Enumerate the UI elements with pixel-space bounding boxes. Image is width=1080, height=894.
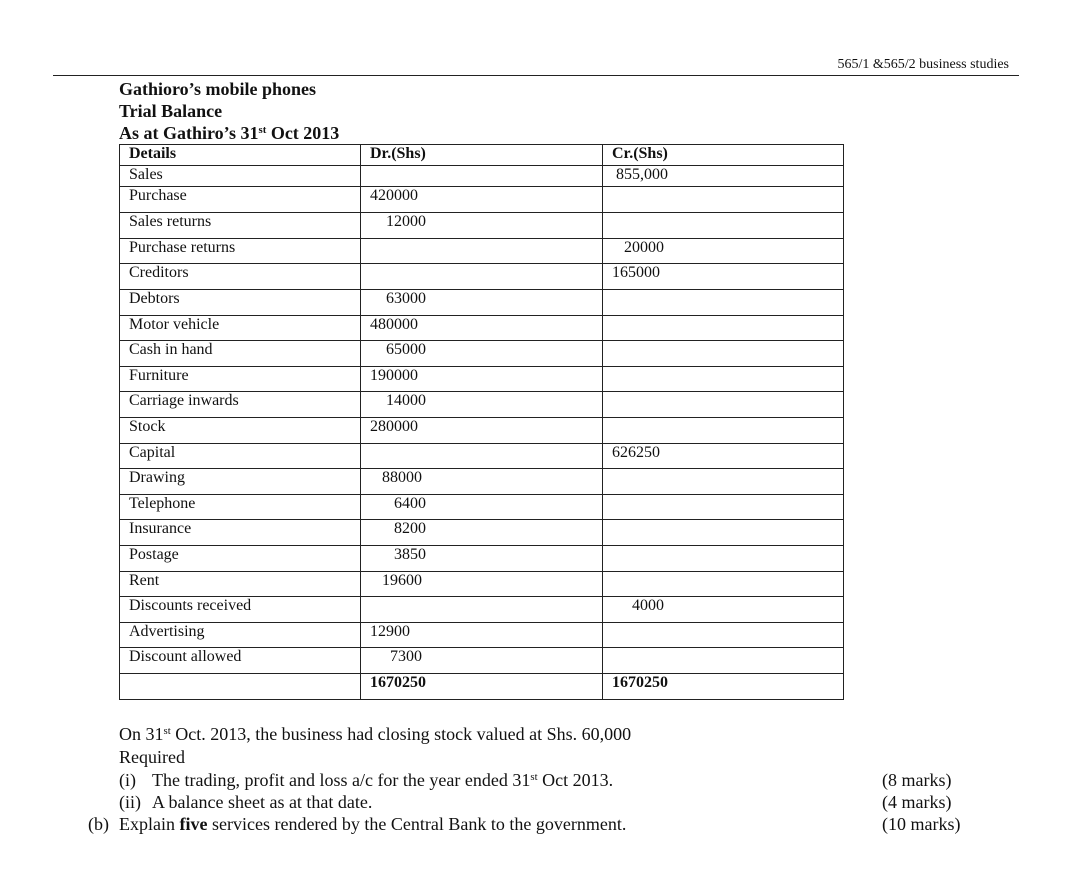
table-row: [120, 187, 844, 213]
cell-dr: 63000: [361, 290, 603, 316]
table-row: [120, 264, 844, 290]
cell-cr: [603, 648, 844, 674]
total-dr: 1670250: [361, 674, 603, 700]
cell-dr: [361, 239, 603, 264]
cell-dr: 14000: [361, 392, 603, 418]
cell-cr: [603, 495, 844, 520]
cell-dr: [361, 264, 603, 290]
table-row: [120, 341, 844, 367]
page-header: 565/1 &565/2 business studies: [837, 57, 1009, 72]
cell-details: Telephone: [120, 495, 361, 520]
table-header-row: [120, 145, 844, 166]
cell-cr: [603, 623, 844, 648]
cell-cr: 855,000: [603, 166, 844, 187]
question-ii-marks: (4 marks): [882, 792, 952, 812]
cell-details: Sales: [120, 166, 361, 187]
cell-dr: 480000: [361, 316, 603, 341]
cell-cr: [603, 316, 844, 341]
cell-cr: 626250: [603, 444, 844, 469]
cell-cr: [603, 418, 844, 444]
cell-details: Furniture: [120, 367, 361, 392]
total-cr: 1670250: [603, 674, 844, 700]
cell-cr: [603, 392, 844, 418]
header-rule: [53, 75, 1019, 76]
table-row: [120, 418, 844, 444]
cell-details: Motor vehicle: [120, 316, 361, 341]
cell-cr: [603, 341, 844, 367]
business-name: Gathioro’s mobile phones: [119, 79, 317, 99]
cell-cr: [603, 572, 844, 597]
table-row: [120, 239, 844, 264]
statement-title: Trial Balance: [119, 101, 223, 121]
table-row: [120, 316, 844, 341]
table-row: [120, 290, 844, 316]
cell-dr: 420000: [361, 187, 603, 213]
cell-cr: 165000: [603, 264, 844, 290]
table-row: [120, 546, 844, 572]
cell-details: Postage: [120, 546, 361, 572]
cell-dr: 65000: [361, 341, 603, 367]
cell-dr: 190000: [361, 367, 603, 392]
cell-cr: [603, 367, 844, 392]
question-i-marks: (8 marks): [882, 770, 952, 790]
cell-details: Discount allowed: [120, 648, 361, 674]
totals-row: [120, 674, 844, 700]
trial-balance-table: [119, 144, 844, 700]
question-b-marks: (10 marks): [882, 814, 961, 834]
cell-details: Creditors: [120, 264, 361, 290]
cell-details: Cash in hand: [120, 341, 361, 367]
table-row: [120, 623, 844, 648]
cell-details: Advertising: [120, 623, 361, 648]
cell-details: Sales returns: [120, 213, 361, 239]
cell-cr: [603, 213, 844, 239]
cell-details: Stock: [120, 418, 361, 444]
column-header-cr: Cr.(Shs): [603, 145, 844, 166]
cell-dr: 7300: [361, 648, 603, 674]
cell-cr: [603, 290, 844, 316]
table-row: [120, 648, 844, 674]
cell-details: Drawing: [120, 469, 361, 495]
cell-dr: 19600: [361, 572, 603, 597]
table-row: [120, 520, 844, 546]
cell-details: Discounts received: [120, 597, 361, 623]
table-row: [120, 597, 844, 623]
table-row: [120, 392, 844, 418]
table-row: [120, 367, 844, 392]
cell-cr: [603, 546, 844, 572]
cell-dr: 12900: [361, 623, 603, 648]
cell-details: Carriage inwards: [120, 392, 361, 418]
cell-dr: 3850: [361, 546, 603, 572]
table-row: [120, 495, 844, 520]
cell-dr: 6400: [361, 495, 603, 520]
question-ii-text: A balance sheet as at that date.: [152, 792, 373, 812]
cell-dr: 280000: [361, 418, 603, 444]
cell-cr: [603, 469, 844, 495]
cell-dr: [361, 597, 603, 623]
closing-stock-note: On 31st Oct. 2013, the business had closing stock valued at Shs. 60,000: [119, 724, 632, 744]
column-header-details: Details: [120, 145, 361, 166]
question-b-text: Explain five services rendered by the Central Bank to the government.: [119, 814, 627, 834]
cell-cr: [603, 520, 844, 546]
cell-cr: 20000: [603, 239, 844, 264]
cell-details: Purchase: [120, 187, 361, 213]
question-ii-number: (ii): [119, 792, 141, 812]
table-row: [120, 213, 844, 239]
cell-dr: 8200: [361, 520, 603, 546]
cell-details: Debtors: [120, 290, 361, 316]
cell-dr: 12000: [361, 213, 603, 239]
table-row: [120, 444, 844, 469]
column-header-dr: Dr.(Shs): [361, 145, 603, 166]
cell-details: Purchase returns: [120, 239, 361, 264]
total-details: [120, 674, 361, 700]
cell-dr: [361, 444, 603, 469]
question-i-text: The trading, profit and loss a/c for the year ended 31st Oct 2013.: [152, 770, 614, 790]
table-row: [120, 469, 844, 495]
cell-details: Rent: [120, 572, 361, 597]
cell-details: Insurance: [120, 520, 361, 546]
cell-dr: [361, 166, 603, 187]
required-label: Required: [119, 747, 185, 767]
question-b-label: (b): [88, 814, 109, 834]
cell-details: Capital: [120, 444, 361, 469]
statement-date: As at Gathiro’s 31st Oct 2013: [119, 123, 340, 143]
table-row: [120, 572, 844, 597]
cell-dr: 88000: [361, 469, 603, 495]
table-row: [120, 166, 844, 187]
cell-cr: [603, 187, 844, 213]
cell-cr: 4000: [603, 597, 844, 623]
question-i-number: (i): [119, 770, 136, 790]
